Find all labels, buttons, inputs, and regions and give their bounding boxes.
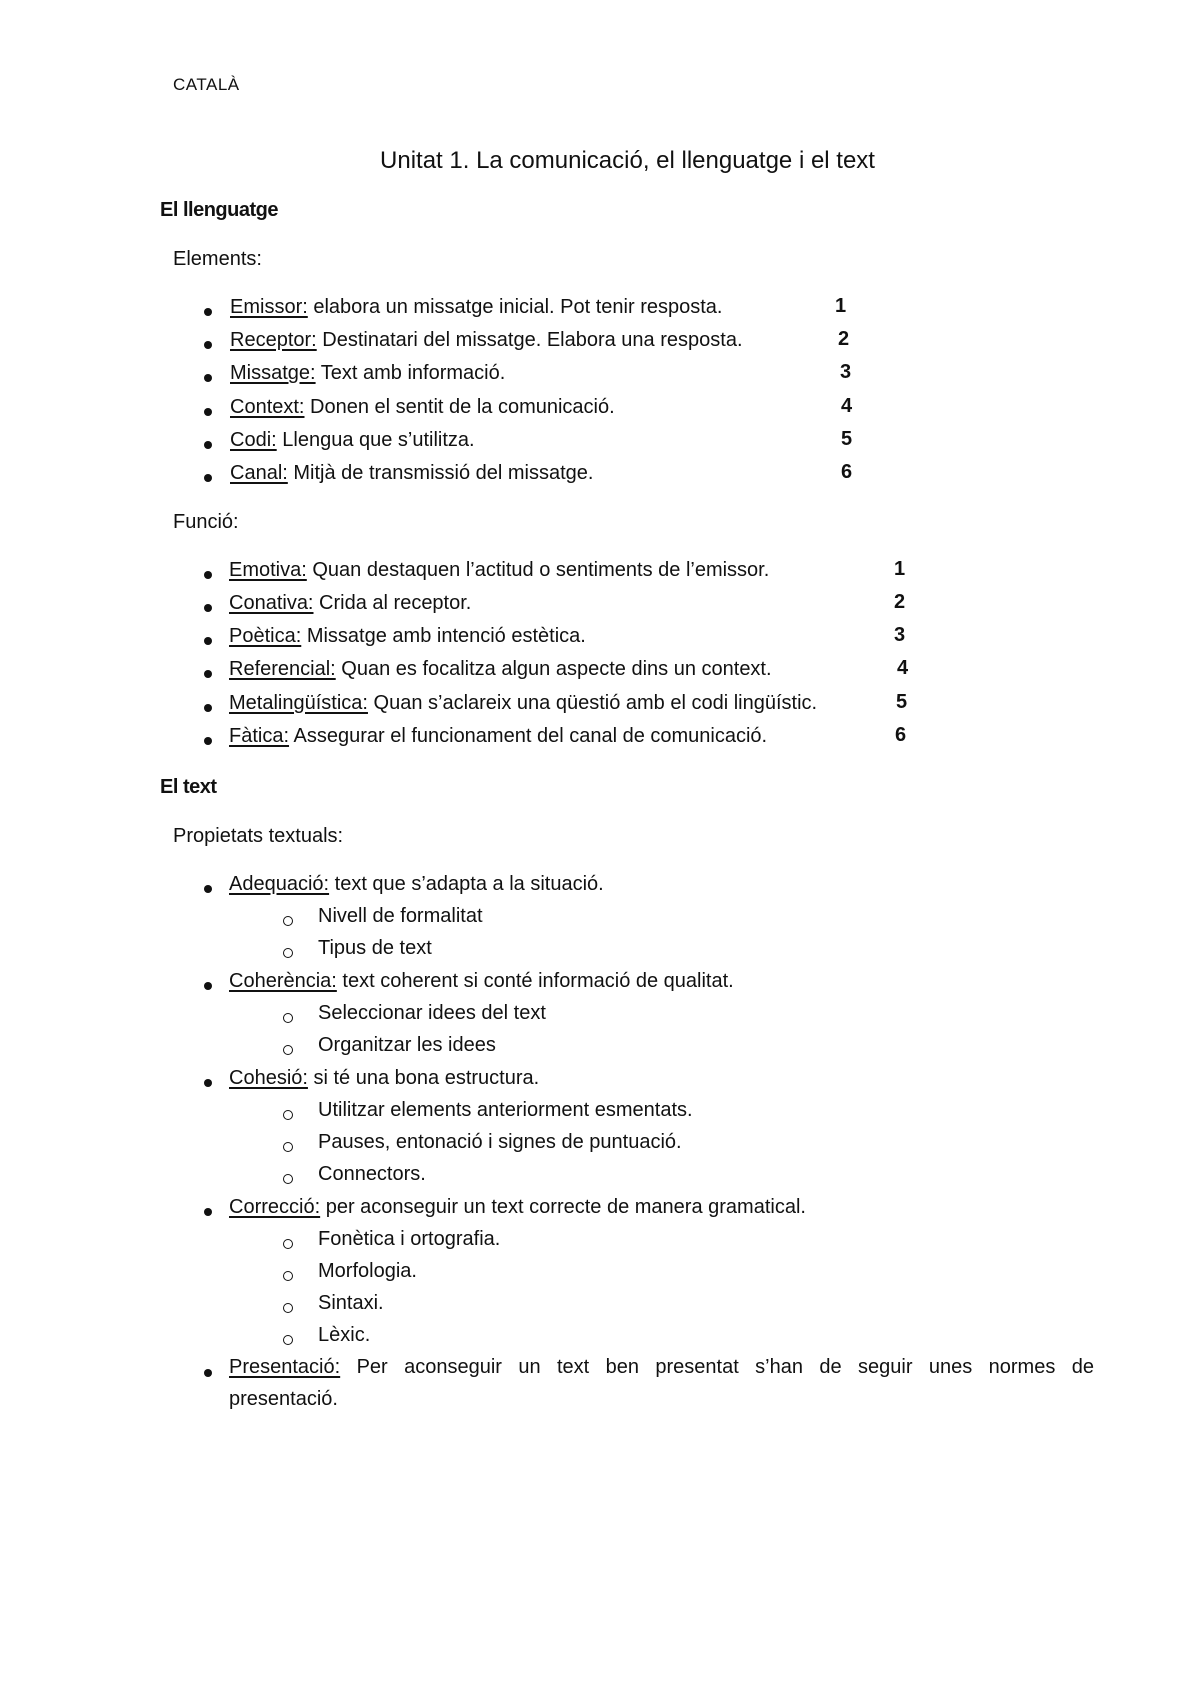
section-heading-text: El text bbox=[160, 776, 217, 798]
bullet-icon bbox=[204, 1208, 212, 1216]
bullet-icon bbox=[204, 408, 212, 416]
bullet-icon bbox=[204, 982, 212, 990]
item-text bbox=[229, 692, 817, 715]
sub-item-text: Lèxic. bbox=[318, 1324, 371, 1346]
item-text bbox=[230, 396, 615, 419]
circle-bullet-icon bbox=[283, 948, 293, 958]
item-description: elabora un missatge inicial. Pot tenir resposta. bbox=[307, 296, 723, 318]
item-description: Mitjà de transmissió del missatge. bbox=[287, 462, 594, 484]
list-item bbox=[0, 429, 1200, 462]
item-description: Assegurar el funcionament del canal de comunicació. bbox=[289, 725, 768, 747]
sub-list-item bbox=[0, 1260, 1200, 1293]
item-description: Destinatari del missatge. Elabora una resposta. bbox=[316, 329, 743, 351]
bullet-icon bbox=[204, 1079, 212, 1087]
sub-list-item bbox=[0, 1034, 1200, 1067]
item-description: si té una bona estructura. bbox=[307, 1067, 540, 1089]
item-description: Crida al receptor. bbox=[313, 592, 472, 614]
sub-item-text: Organitzar les idees bbox=[318, 1034, 496, 1056]
subject-header: CATALÀ bbox=[173, 75, 240, 94]
item-description: Donen el sentit de la comunicació. bbox=[304, 396, 615, 418]
bullet-icon bbox=[204, 441, 212, 449]
list-item bbox=[0, 396, 1200, 429]
properties-label: Propietats textuals: bbox=[173, 825, 344, 847]
list-item bbox=[0, 1067, 1200, 1100]
item-text-line-1 bbox=[229, 1351, 1094, 1383]
item-term: Canal: bbox=[230, 462, 288, 484]
item-description: Missatge amb intenció estètica. bbox=[301, 625, 586, 647]
bullet-icon bbox=[204, 1369, 212, 1377]
item-text bbox=[229, 970, 734, 993]
item-term: Emissor: bbox=[230, 296, 308, 318]
list-item bbox=[0, 462, 1200, 495]
list-item bbox=[0, 362, 1200, 395]
item-number: 4 bbox=[841, 395, 853, 417]
item-term: Correcció: bbox=[229, 1196, 321, 1218]
item-description: Quan s’aclareix una qüestió amb el codi lingüístic. bbox=[367, 692, 818, 714]
item-text bbox=[230, 362, 505, 385]
item-term: Referencial: bbox=[229, 658, 336, 680]
bullet-icon bbox=[204, 737, 212, 745]
item-term: Receptor: bbox=[230, 329, 317, 351]
item-term: Fàtica: bbox=[229, 725, 290, 747]
item-term: Poètica: bbox=[229, 625, 302, 647]
item-text bbox=[230, 462, 593, 485]
item-text bbox=[229, 1196, 806, 1219]
item-term: Coherència: bbox=[229, 970, 337, 992]
page-title: Unitat 1. La comunicació, el llenguatge i el text bbox=[380, 147, 875, 174]
circle-bullet-icon bbox=[283, 1271, 293, 1281]
bullet-icon bbox=[204, 474, 212, 482]
item-description: per aconseguir un text correcte de manera gramatical. bbox=[320, 1196, 806, 1218]
item-term: Conativa: bbox=[229, 592, 314, 614]
list-item bbox=[0, 725, 1200, 758]
sub-item-text: Pauses, entonació i signes de puntuació. bbox=[318, 1131, 682, 1153]
sub-list-item bbox=[0, 1131, 1200, 1164]
item-number: 2 bbox=[838, 328, 850, 350]
bullet-icon bbox=[204, 374, 212, 382]
list-item bbox=[0, 970, 1200, 1003]
item-description: text coherent si conté informació de qualitat. bbox=[336, 970, 734, 992]
item-description: Llengua que s’utilitza. bbox=[276, 429, 475, 451]
list-item bbox=[0, 1196, 1200, 1229]
item-text bbox=[229, 592, 471, 615]
item-term: Missatge: bbox=[230, 362, 316, 384]
item-text bbox=[230, 329, 743, 352]
list-item bbox=[0, 625, 1200, 658]
sub-list-item bbox=[0, 1163, 1200, 1196]
bullet-icon bbox=[204, 604, 212, 612]
bullet-icon bbox=[204, 670, 212, 678]
sub-list-item bbox=[0, 1292, 1200, 1325]
circle-bullet-icon bbox=[283, 1142, 293, 1152]
item-number: 4 bbox=[897, 657, 909, 679]
item-text bbox=[230, 296, 722, 319]
item-text bbox=[229, 658, 772, 681]
function-label: Funció: bbox=[173, 511, 239, 533]
item-number: 1 bbox=[894, 558, 906, 580]
elements-label: Elements: bbox=[173, 248, 262, 270]
circle-bullet-icon bbox=[283, 1303, 293, 1313]
item-description: Quan es focalitza algun aspecte dins un context. bbox=[335, 658, 772, 680]
sub-list-item bbox=[0, 937, 1200, 970]
item-description: text que s’adapta a la situació. bbox=[329, 873, 604, 895]
bullet-icon bbox=[204, 637, 212, 645]
sub-list-item bbox=[0, 1002, 1200, 1035]
item-number: 1 bbox=[835, 295, 847, 317]
item-text bbox=[230, 429, 475, 452]
sub-item-text: Sintaxi. bbox=[318, 1292, 384, 1314]
circle-bullet-icon bbox=[283, 1239, 293, 1249]
list-item bbox=[0, 559, 1200, 592]
item-text bbox=[229, 559, 769, 582]
item-term: Codi: bbox=[230, 429, 277, 451]
circle-bullet-icon bbox=[283, 916, 293, 926]
sub-item-text: Nivell de formalitat bbox=[318, 905, 483, 927]
circle-bullet-icon bbox=[283, 1335, 293, 1345]
sub-item-text: Fonètica i ortografia. bbox=[318, 1228, 501, 1250]
sub-list-item bbox=[0, 1099, 1200, 1132]
item-number: 3 bbox=[840, 361, 852, 383]
list-item bbox=[0, 1357, 1200, 1427]
item-number: 3 bbox=[894, 624, 906, 646]
item-number: 5 bbox=[896, 691, 908, 713]
list-item bbox=[0, 296, 1200, 329]
item-description: Per aconseguir un text ben presentat s’han de seguir unes normes de bbox=[340, 1356, 1094, 1378]
item-term: Context: bbox=[230, 396, 305, 418]
sub-list-item bbox=[0, 905, 1200, 938]
list-item bbox=[0, 692, 1200, 725]
item-text bbox=[229, 873, 604, 896]
item-description: Quan destaquen l’actitud o sentiments de l’emissor. bbox=[306, 559, 770, 581]
item-text bbox=[229, 625, 586, 648]
item-number: 6 bbox=[895, 724, 907, 746]
sub-item-text: Utilitzar elements anteriorment esmentats. bbox=[318, 1099, 693, 1121]
item-number: 2 bbox=[894, 591, 906, 613]
item-term: Adequació: bbox=[229, 873, 330, 895]
sub-item-text: Seleccionar idees del text bbox=[318, 1002, 546, 1024]
list-item bbox=[0, 873, 1200, 906]
item-text bbox=[229, 1067, 539, 1090]
circle-bullet-icon bbox=[283, 1045, 293, 1055]
item-term: Emotiva: bbox=[229, 559, 307, 581]
bullet-icon bbox=[204, 571, 212, 579]
item-term: Cohesió: bbox=[229, 1067, 308, 1089]
item-number: 5 bbox=[841, 428, 853, 450]
bullet-icon bbox=[204, 704, 212, 712]
item-number: 6 bbox=[841, 461, 853, 483]
list-item bbox=[0, 658, 1200, 691]
section-heading-llenguatge: El llenguatge bbox=[160, 199, 278, 221]
item-description: Text amb informació. bbox=[315, 362, 506, 384]
sub-item-text: Morfologia. bbox=[318, 1260, 417, 1282]
circle-bullet-icon bbox=[283, 1174, 293, 1184]
circle-bullet-icon bbox=[283, 1110, 293, 1120]
item-term: Metalingüística: bbox=[229, 692, 368, 714]
circle-bullet-icon bbox=[283, 1013, 293, 1023]
item-text-line-2: presentació. bbox=[229, 1388, 338, 1410]
item-term: Presentació: bbox=[229, 1356, 341, 1378]
bullet-icon bbox=[204, 341, 212, 349]
sub-item-text: Connectors. bbox=[318, 1163, 426, 1185]
bullet-icon bbox=[204, 308, 212, 316]
list-item bbox=[0, 329, 1200, 362]
list-item bbox=[0, 592, 1200, 625]
sub-list-item bbox=[0, 1228, 1200, 1261]
bullet-icon bbox=[204, 885, 212, 893]
item-text bbox=[229, 725, 767, 748]
sub-item-text: Tipus de text bbox=[318, 937, 432, 959]
